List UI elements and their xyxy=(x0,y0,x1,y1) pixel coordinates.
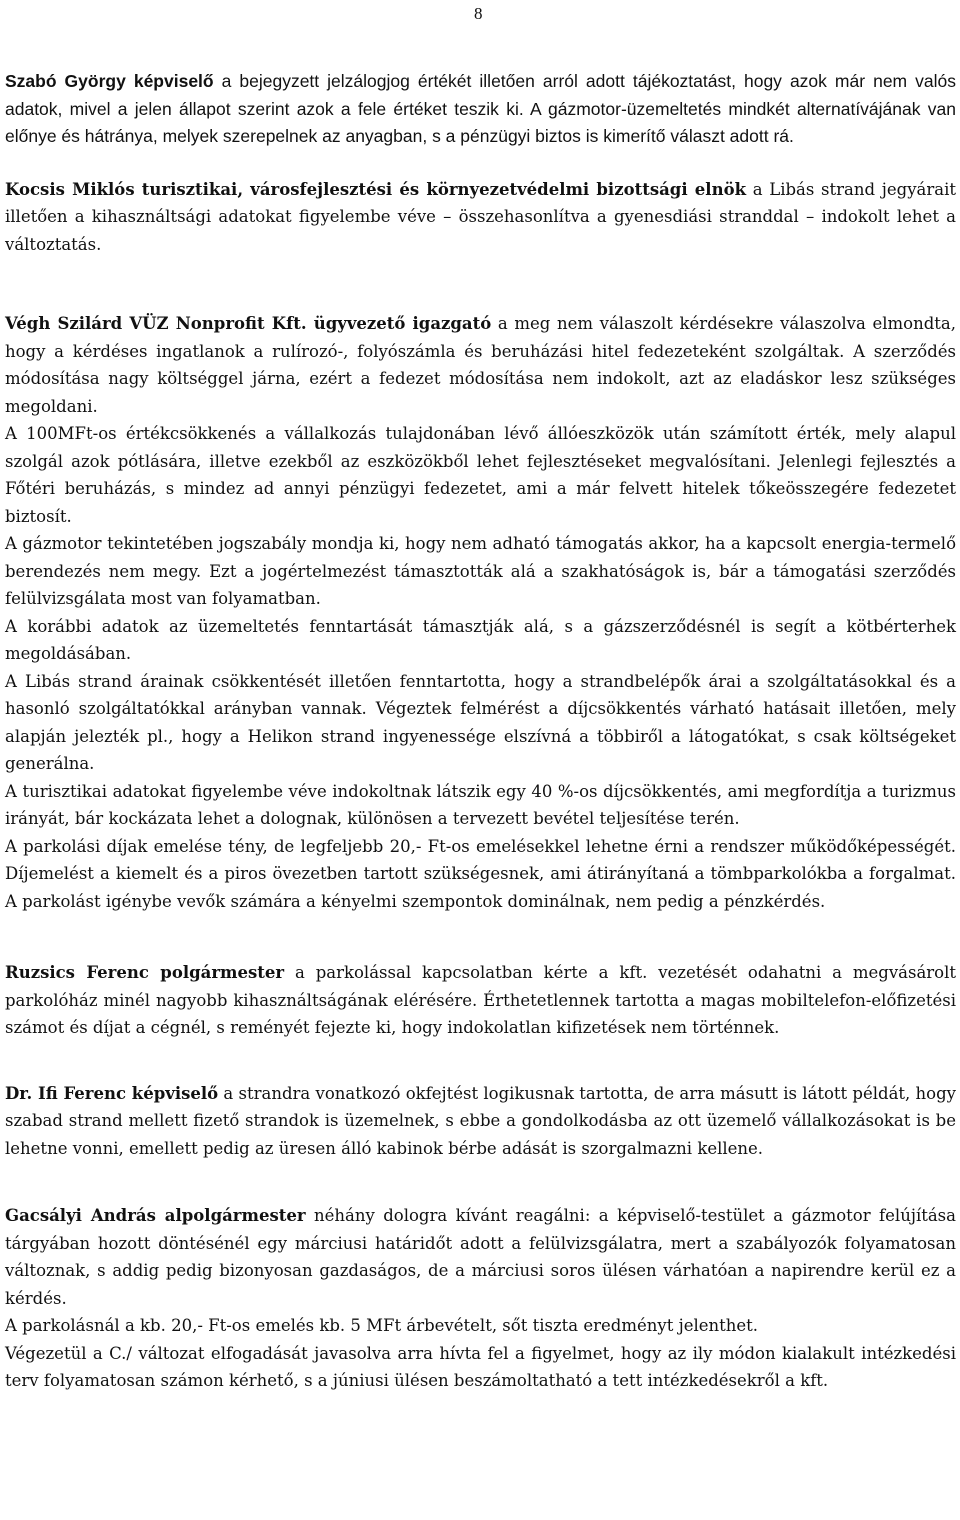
paragraph-parkolas: A parkolásnál a kb. 20,- Ft-os emelés kb. 5 MFt árbevételt, sőt tiszta eredményt jelenthet. xyxy=(5,1316,759,1335)
paragraph-text: a parkolással kapcsolatban kérte a kft. vezetését odahatni a megvásárolt parkolóház minél nagyobb kihasználtságának elérésére. Érthetetlennek tartotta a magas mobiltelefon-előfizetési számot és díjat a cégnél, s reményét fejezte ki, hogy indokolatlan kifizetések nem történnek. xyxy=(5,963,957,1037)
speaker-name: Ruzsics Ferenc polgármester xyxy=(5,963,285,982)
paragraph-libas-strand: A Libás strand árainak csökkentését illetően fenntartotta, hogy a strandbelépők árai a szolgáltatásokkal és a hasonló szolgáltatókkal arányban vannak. Végeztek felmérést a díjcsökkentés várható hatásait illetően, mely alapján jelezték pl., hogy a Helikon strand ingyenessége elszívná a többiről a látogatókat, s csak költségeket generálna. xyxy=(5,671,956,773)
paragraph-szabo xyxy=(5,68,956,151)
paragraph-turisztikai: A turisztikai adatokat figyelembe véve indokoltnak látszik egy 40 %-os díjcsökkentés, ami megfordítja a turizmus irányát, bár kockázata lehet a dolognak, különösen a tervezett bevétel teljesítése terén. xyxy=(5,781,956,828)
paragraph-ruzsics xyxy=(5,959,956,1042)
paragraph-ertekcsokkenes: A 100MFt-os értékcsökkenés a vállalkozás tulajdonában lévő állóeszközök után számított érték, mely alapul szolgál azok pótlására, illetve ezekből az eszközökből lehet fejlesztéseket megvalósítani. Jelenlegi fejlesztés a Főtéri beruházás, s mindez ad annyi pénzügyi fedezetet, ami a már felvett hitelek tőkeösszegére fedezetet biztosít. xyxy=(5,424,956,526)
speaker-name: Gacsályi András alpolgármester xyxy=(5,1206,306,1225)
paragraph-text: néhány dologra kívánt reagálni: a képviselő-testület a gázmotor felújítása tárgyában hozott döntésénél egy márciusi határidőt adott a felülvizsgálatra, mert a szabályozók folyamatosan változnak, s addig pedig bizonyosan gazdaságos, de a márciusi soros ülésen várhatóan a napirendre kerül ez a kérdés. xyxy=(5,1206,956,1308)
paragraph-text: a bejegyzett jelzálogjog értékét illetően arról adott tájékoztatást, hogy azok már nem valós adatok, mivel a jelen állapot szerint azok a fele értéket teszik ki. A gázmotor-üzemeltetés mindkét alternatívájának van előnye és hátránya, melyek szerepelnek az anyagban, s a pénzügyi biztos is kimerítő választ adott rá. xyxy=(5,71,956,146)
paragraph-text: a Libás strand jegyárait illetően a kihasználtsági adatokat figyelembe véve – összehasonlítva a gyenesdiási stranddal – indokolt lehet a változtatás. xyxy=(5,179,956,254)
speaker-name: Végh Szilárd VÜZ Nonprofit Kft. ügyvezető igazgató xyxy=(5,314,492,333)
paragraph-text: a meg nem válaszolt kérdésekre válaszolva elmondta, hogy a kérdéses ingatlanok a rulírozó-, folyószámla és beruházási hitel fedezeteként szolgáltak. A szerződés módosítása nagy költséggel járna, ezért a fedezet módosítása nem indokolt, azt az eladáskor lesz szükséges megoldani. xyxy=(5,314,956,416)
paragraph-korabbi-adatok: A korábbi adatok az üzemeltetés fenntartását támasztják alá, s a gázszerződésnél is segít a kötbérterhek megoldásában. xyxy=(5,616,956,663)
paragraph-kocsis xyxy=(5,176,956,259)
paragraph-vegezetul: Végezetül a C./ változat elfogadását javasolva arra hívta fel a figyelmet, hogy az ily módon kialakult intézkedési terv folyamatosan számon kérhető, s a júniusi ülésen beszámoltatható a tett intézkedésekről a kft. xyxy=(5,1343,956,1390)
paragraph-ifi xyxy=(5,1080,956,1163)
paragraph-vegh xyxy=(5,310,956,420)
document-body xyxy=(5,68,956,1395)
paragraph-text: a strandra vonatkozó okfejtést logikusnak tartotta, de arra másutt is látott példát, hogy szabad strand mellett fizető strandok is üzemelnek, s ebbe a gondolkodásba az ott üzemelő vállalkozásokat is be lehetne vonni, emellett pedig az üresen álló kabinok bérbe adását is szorgalmazni kellene. xyxy=(5,1083,956,1158)
speaker-name: Szabó György képviselő xyxy=(5,71,214,91)
speaker-name: Dr. Ifi Ferenc képviselő xyxy=(5,1083,219,1103)
speaker-name: Kocsis Miklós turisztikai, városfejlesztési és környezetvédelmi bizottsági elnök xyxy=(5,179,747,199)
paragraph-gazmotor: A gázmotor tekintetében jogszabály mondja ki, hogy nem adható támogatás akkor, ha a kapcsolt energia-termelő berendezés nem megy. Ezt a jogértelmezést támasztották alá a szakhatóságok is, bár a támogatási szerződés felülvizsgálata most van folyamatban. xyxy=(5,534,956,608)
page-number: 8 xyxy=(474,4,483,23)
paragraph-gacsalyi xyxy=(5,1202,956,1312)
paragraph-parkolasi-dijak: A parkolási díjak emelése tény, de legfeljebb 20,- Ft-os emelésekkel lehetne érni a rendszer működőképességét. Díjemelést a kiemelt és a piros övezetben tartott szükségesnek, ami átirányítaná a tömbparkolókba a forgalmat. A parkolást igénybe vevők számára a kényelmi szempontok dominálnak, nem pedig a pénzkérdés. xyxy=(5,836,956,911)
